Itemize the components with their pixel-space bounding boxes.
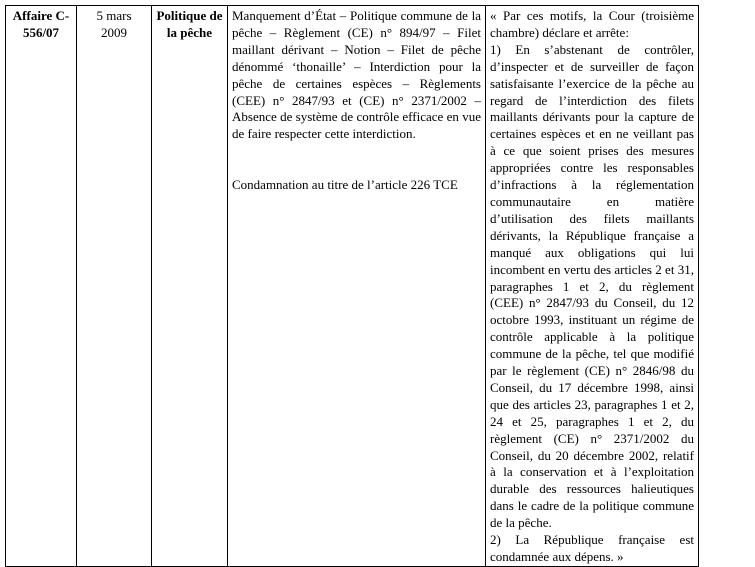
case-summary: Manquement d’État – Politique commune de la pêche – Règlement (CE) n° 894/97 – Filet maillant dérivant – Notion – Filet de pêche dénommé ‘thonaille’ – Interdiction pour la pêche de certaines espèces – Règlements (CEE) n° 2847/93 et (CE) n° 2371/2002 – Absence de système de contrôle efficace en vue de faire respecter cette interdiction. xyxy=(232,8,481,142)
judgment-date: 5 mars 2009 xyxy=(96,8,132,40)
ruling-intro: « Par ces motifs, la Cour (troisième chambre) déclare et arrête: xyxy=(490,8,694,40)
ruling-point-2: 2) La République française est condamnée aux dépens. » xyxy=(490,532,694,564)
topic-cell xyxy=(152,6,228,567)
table-row xyxy=(6,6,699,567)
ruling-cell xyxy=(486,6,699,567)
judgment-table xyxy=(5,5,699,567)
condemnation-basis: Condamnation au titre de l’article 226 TCE xyxy=(232,177,458,193)
ruling-point-1: 1) En s’abstenant de contrôler, d’inspecter et de surveiller de façon satisfaisante l’exercice de la pêche au regard de l’interdiction des filets maillants dérivants pour la capture de certaines espèces et en ne veillant pas à ce que soient prises des mesures appropriées contre les responsables d’infractions à la réglementation communautaire en matière d’utilisation des filets maillants dérivants, la République française a manqué aux obligations qui lui incombent en vertu des articles 2 et 31, paragraphes 1 et 2, du règlement (CEE) n° 2847/93 du Conseil, du 12 octobre 1993, instituant un régime de contrôle applicable à la politique commune de la pêche, tel que modifié par le règlement (CE) n° 2846/98 du Conseil, du 17 décembre 1998, ainsi que des articles 23, paragraphes 1 et 2, 24 et 25, paragraphes 1 et 2, du règlement (CE) n° 2371/2002 du Conseil, du 20 décembre 2002, relatif à la conservation et à l’exploitation durable des ressources halieutiques dans le cadre de la politique commune de la pêche. xyxy=(490,41,694,531)
policy-topic: Politique de la pêche xyxy=(156,8,223,40)
date-cell xyxy=(77,6,152,567)
case-number: Affaire C-556/07 xyxy=(12,8,70,40)
case-number-cell xyxy=(6,6,77,567)
summary-cell xyxy=(228,6,486,567)
